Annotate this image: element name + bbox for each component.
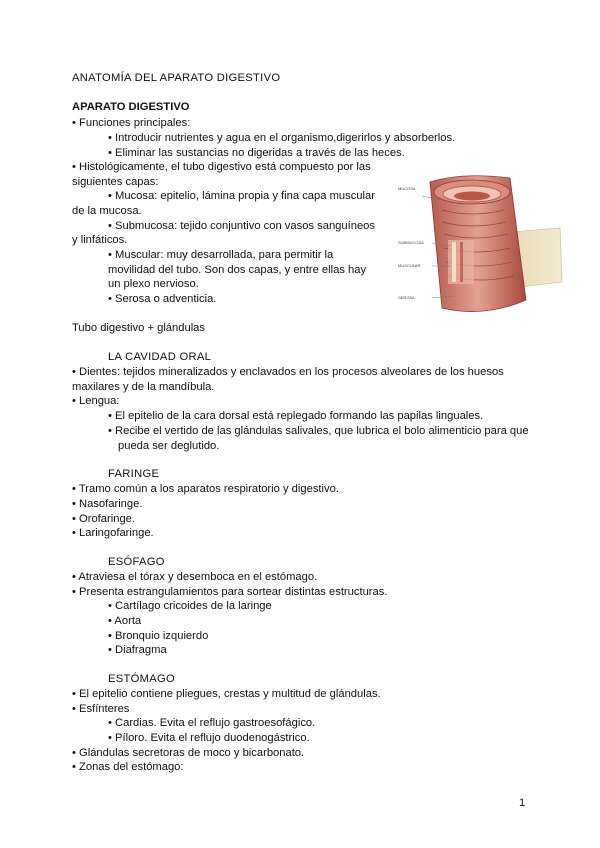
list-item: • Esfínteres bbox=[72, 703, 130, 715]
list-item: • Serosa o adventicia. bbox=[108, 293, 217, 305]
list-item: • Glándulas secretoras de moco y bicarbonato. bbox=[72, 747, 305, 759]
list-item-cont: pueda ser deglutido. bbox=[118, 440, 220, 452]
list-item: • Introducir nutrientes y agua en el organismo,digerirlos y absorberlos. bbox=[108, 132, 456, 144]
list-item: • Atraviesa el tórax y desemboca en el estómago. bbox=[72, 571, 318, 583]
paragraph-line: siguientes capas: bbox=[72, 176, 159, 188]
list-item: • Recibe el vertido de las glándulas salivales, que lubrica el bolo alimenticio para que bbox=[108, 425, 529, 437]
figure-label-submucosa: SUBMUCOSA bbox=[398, 240, 424, 245]
figure-label-serosa: SEROSA bbox=[398, 295, 415, 300]
section-title-faringe: FARINGE bbox=[108, 468, 160, 480]
funciones-label: • Funciones principales: bbox=[72, 117, 191, 129]
list-item-cont: un plexo nervioso. bbox=[108, 278, 199, 290]
section-heading: APARATO DIGESTIVO bbox=[72, 101, 190, 113]
list-item: • Nasofaringe. bbox=[72, 498, 143, 510]
list-item-cont: maxilares y de la mandíbula. bbox=[72, 381, 215, 393]
section-title-estomago: ESTÓMAGO bbox=[108, 673, 176, 685]
paragraph-line: • Histológicamente, el tubo digestivo está compuesto por las bbox=[72, 161, 371, 173]
document-title: ANATOMÍA DEL APARATO DIGESTIVO bbox=[72, 72, 281, 84]
list-item: • Píloro. Evita el reflujo duodenogástrico. bbox=[108, 732, 310, 744]
list-item: • Dientes: tejidos mineralizados y enclavados en los procesos alveolares de los huesos bbox=[72, 366, 504, 378]
list-item: • Lengua: bbox=[72, 395, 120, 407]
list-item: • Mucosa: epitelio, lámina propia y fina capa muscular bbox=[108, 190, 375, 202]
page-number: 1 bbox=[519, 797, 526, 809]
list-item: • Cartílago cricoides de la laringe bbox=[108, 600, 272, 612]
list-item: • Cardias. Evita el reflujo gastroesofágico. bbox=[108, 717, 316, 729]
list-item: • El epitelio contiene pliegues, crestas y multitud de glándulas. bbox=[72, 688, 381, 700]
list-item: • Laringofaringe. bbox=[72, 527, 154, 539]
list-item: • Diafragma bbox=[108, 644, 167, 656]
list-item: • Zonas del estómago: bbox=[72, 761, 184, 773]
list-item: • Bronquio izquierdo bbox=[108, 630, 209, 642]
figure-label-muscular: MUSCULAR bbox=[398, 263, 421, 268]
list-item-cont: y linfáticos. bbox=[72, 234, 128, 246]
figure-label-mucosa: MUCOSA bbox=[398, 186, 416, 191]
list-item: • Orofaringe. bbox=[72, 513, 135, 525]
list-item: • Eliminar las sustancias no digeridas a través de las heces. bbox=[108, 147, 405, 159]
list-item: • Submucosa: tejido conjuntivo con vasos sanguíneos bbox=[108, 220, 375, 232]
list-item: • Muscular: muy desarrollada, para permitir la bbox=[108, 249, 334, 261]
list-item-cont: de la mucosa. bbox=[72, 205, 142, 217]
section-title-esofago: ESÓFAGO bbox=[108, 556, 165, 568]
section-title-cavidad: LA CAVIDAD ORAL bbox=[108, 351, 212, 363]
paragraph-line: Tubo digestivo + glándulas bbox=[72, 322, 205, 334]
list-item-cont: movilidad del tubo. Son dos capas, y entre ellas hay bbox=[108, 264, 367, 276]
list-item: • El epitelio de la cara dorsal está replegado formando las papilas linguales. bbox=[108, 410, 484, 422]
list-item: • Tramo común a los aparatos respiratorio y digestivo. bbox=[72, 483, 339, 495]
list-item: • Aorta bbox=[108, 615, 142, 627]
list-item: • Presenta estrangulamientos para sortear distintas estructuras. bbox=[72, 586, 388, 598]
